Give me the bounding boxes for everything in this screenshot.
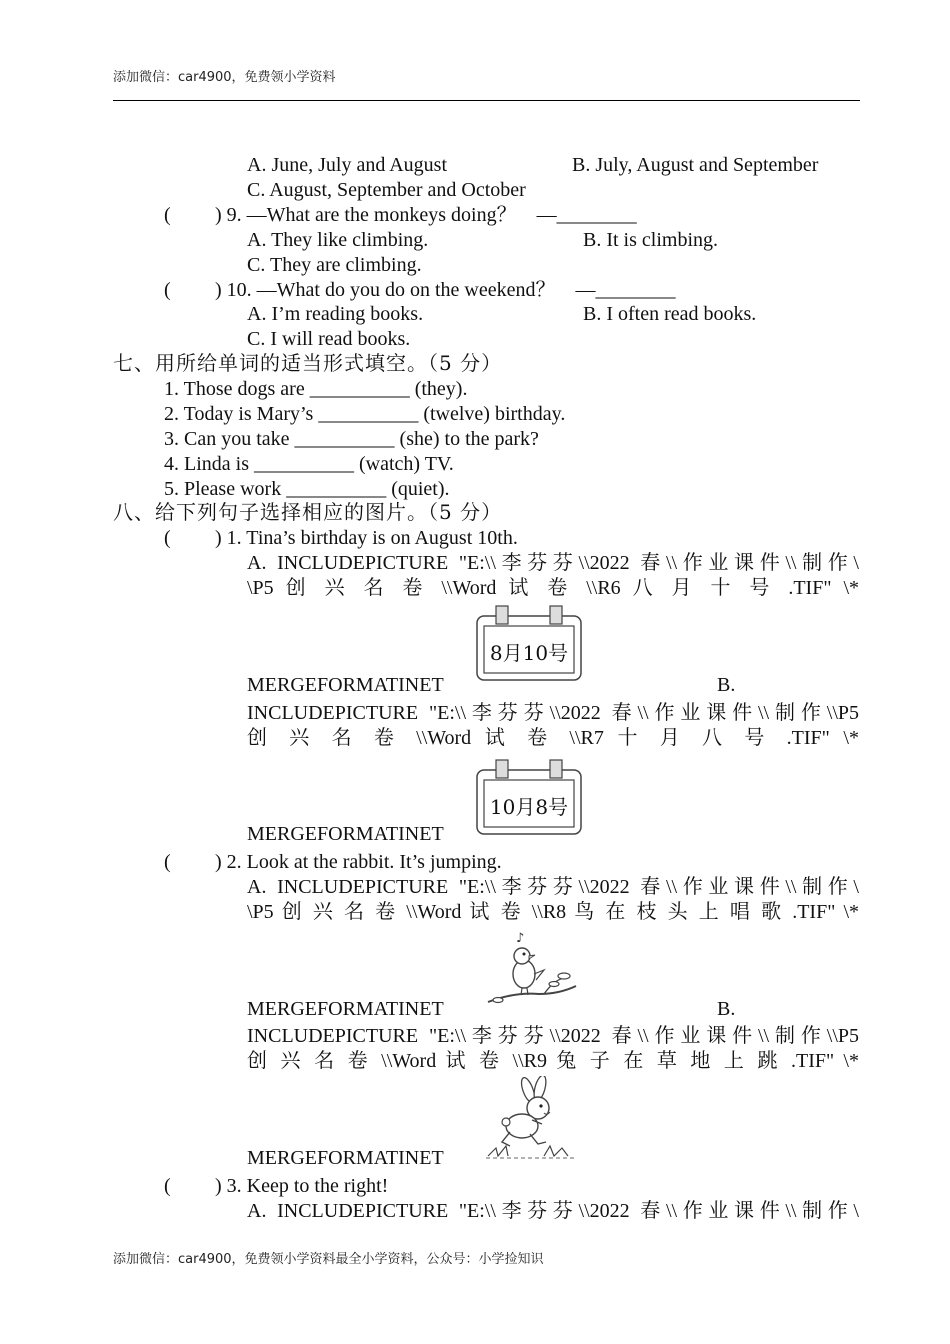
page-footer: 添加微信：car4900，免费领小学资料最全小学资料，公众号：小学捡知识 — [113, 1252, 544, 1267]
s8-q2-b-field-line1: INCLUDEPICTURE "E:\\李芬芬\\2022 春\\作业课件\\制作\\P5 — [247, 1025, 859, 1047]
calendar-oct-8-label: 10月8号 — [489, 795, 569, 819]
q8-option-a: A. June, July and August — [247, 154, 447, 176]
s8-q1-b-field-line2: 创 兴 名 卷 \\Word 试 卷 \\R7 十 月 八 号 .TIF" \* — [247, 727, 859, 749]
s7-item-4: 4. Linda is __________ (watch) TV. — [164, 453, 454, 475]
svg-text:♪: ♪ — [516, 931, 525, 946]
calendar-aug-10-label: 8月10号 — [489, 641, 569, 665]
q9-answer-paren-open[interactable]: ( — [164, 204, 171, 226]
s8-q2-b-field-line2: 创 兴 名 卷 \\Word 试 卷 \\R9 兔 子 在 草 地 上 跳 .TIF" \* — [247, 1050, 859, 1072]
s8-q3-answer-paren[interactable]: ( — [164, 1175, 171, 1197]
s8-q2-a-field-line1: A. INCLUDEPICTURE "E:\\李芬芬\\2022 春\\作业课件\\制作\ — [247, 876, 859, 898]
s8-q2-b-label: B. — [717, 998, 736, 1020]
s8-q2-stem: ) 2. Look at the rabbit. It’s jumping. — [215, 851, 502, 873]
calendar-aug-10-image — [474, 604, 584, 682]
s8-q1-answer-paren[interactable]: ( — [164, 527, 171, 549]
bird-on-branch-image — [484, 928, 580, 1014]
s8-q1-a-field-line1: A. INCLUDEPICTURE "E:\\李芬芬\\2022 春\\作业课件\\制作\ — [247, 552, 859, 574]
q10-stem: ) 10. —What do you do on the weekend？ —________ — [215, 279, 676, 301]
header-rule — [113, 100, 860, 101]
s7-item-1: 1. Those dogs are __________ (they). — [164, 378, 468, 400]
s8-q1-a-merge: MERGEFORMATINET — [247, 674, 444, 696]
s8-q3-stem: ) 3. Keep to the right! — [215, 1175, 389, 1197]
q9-option-c: C. They are climbing. — [247, 254, 422, 276]
s8-q1-b-field-line1: INCLUDEPICTURE "E:\\李芬芬\\2022 春\\作业课件\\制作\\P5 — [247, 702, 859, 724]
q10-option-b: B. I often read books. — [583, 303, 757, 325]
q9-stem: ) 9. —What are the monkeys doing？ —________ — [215, 204, 637, 226]
calendar-oct-8-image — [474, 758, 584, 836]
s7-item-2: 2. Today is Mary’s __________ (twelve) birthday. — [164, 403, 566, 425]
q9-option-b: B. It is climbing. — [583, 229, 718, 251]
s8-q3-a-field-line1: A. INCLUDEPICTURE "E:\\李芬芬\\2022 春\\作业课件\\制作\ — [247, 1200, 859, 1222]
q8-option-b: B. July, August and September — [572, 154, 819, 176]
s8-q1-b-merge: MERGEFORMATINET — [247, 823, 444, 845]
section-8-title: 八、给下列句子选择相应的图片。（5 分） — [113, 500, 503, 524]
rabbit-jumping-image — [484, 1076, 576, 1164]
s8-q2-b-merge: MERGEFORMATINET — [247, 1147, 444, 1169]
s8-q1-stem: ) 1. Tina’s birthday is on August 10th. — [215, 527, 518, 549]
page-header: 添加微信：car4900，免费领小学资料 — [113, 70, 336, 85]
q9-option-a: A. They like climbing. — [247, 229, 429, 251]
s8-q2-answer-paren[interactable]: ( — [164, 851, 171, 873]
s8-q1-b-label: B. — [717, 674, 736, 696]
section-7-title: 七、用所给单词的适当形式填空。（5 分） — [113, 351, 503, 375]
s8-q2-a-field-line2: \P5 创 兴 名 卷 \\Word 试 卷 \\R8 鸟 在 枝 头 上 唱 歌 .TIF" \* — [247, 901, 859, 923]
q10-option-a: A. I’m reading books. — [247, 303, 424, 325]
q10-option-c: C. I will read books. — [247, 328, 411, 350]
s7-item-3: 3. Can you take __________ (she) to the park? — [164, 428, 539, 450]
s8-q1-a-field-line2: \P5 创 兴 名 卷 \\Word 试 卷 \\R6 八 月 十 号 .TIF" \* — [247, 577, 859, 599]
s7-item-5: 5. Please work __________ (quiet). — [164, 478, 450, 500]
s8-q2-a-merge: MERGEFORMATINET — [247, 998, 444, 1020]
q8-option-c: C. August, September and October — [247, 179, 526, 201]
q10-answer-paren-open[interactable]: ( — [164, 279, 171, 301]
